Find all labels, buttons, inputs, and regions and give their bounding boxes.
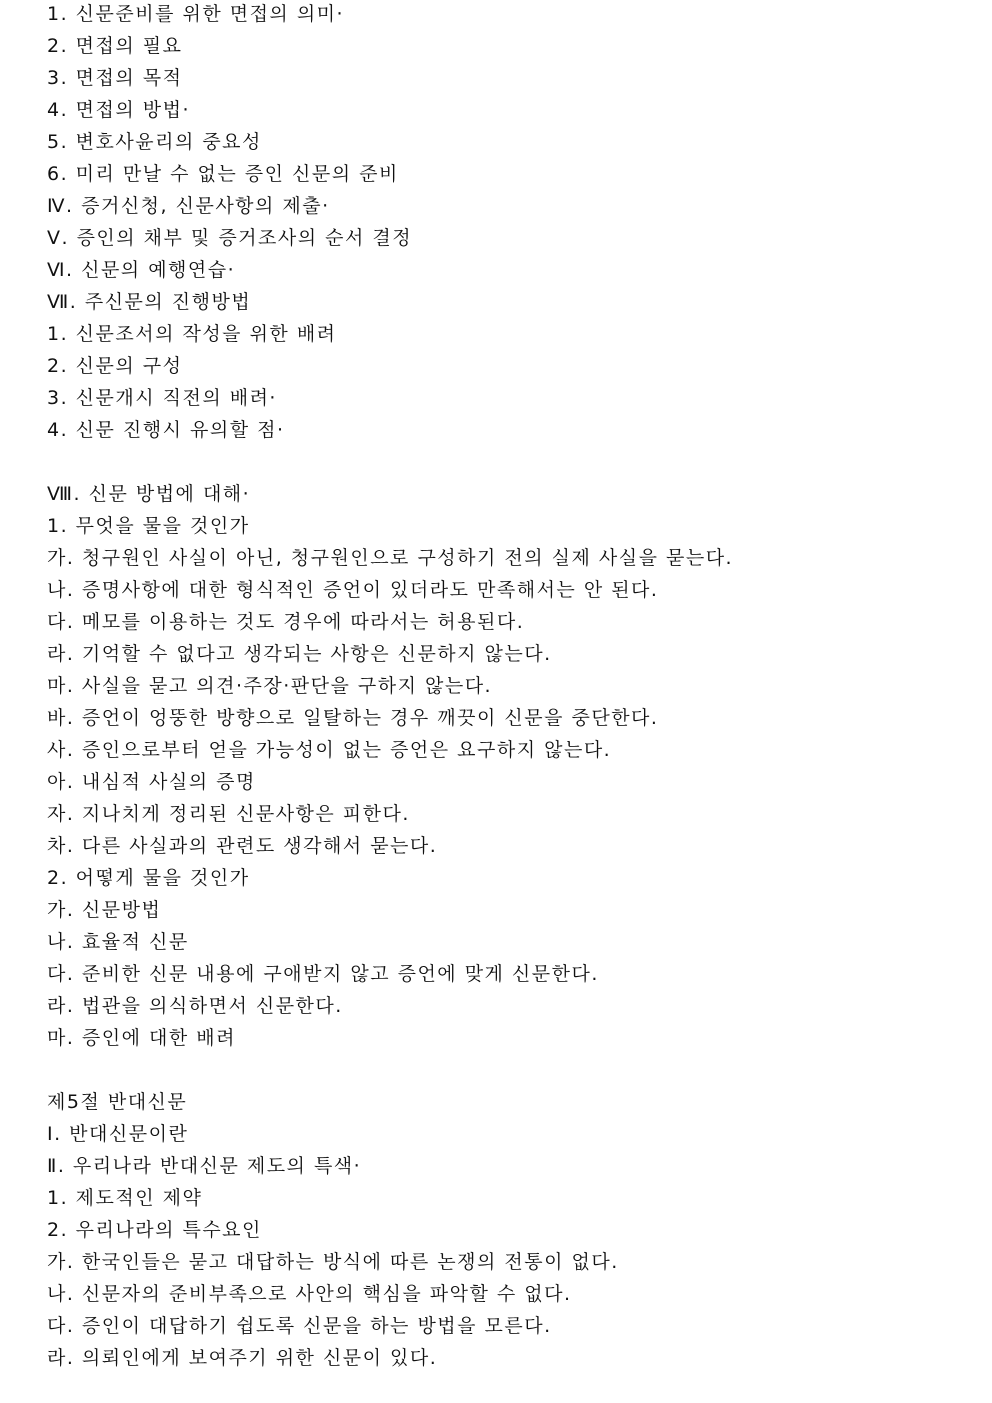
outline-line: 5. 변호사윤리의 중요성 — [47, 131, 262, 153]
outline-line: 라. 의뢰인에게 보여주기 위한 신문이 있다. — [47, 1347, 438, 1369]
outline-line: 1. 신문조서의 작성을 위한 배려 — [47, 323, 337, 345]
outline-line: 자. 지나치게 정리된 신문사항은 피한다. — [47, 803, 410, 825]
section-heading: Ⅶ. 주신문의 진행방법 — [47, 291, 252, 313]
section-heading: Ⅴ. 증인의 채부 및 증거조사의 순서 결정 — [47, 227, 413, 249]
outline-line: 라. 기억할 수 없다고 생각되는 사항은 신문하지 않는다. — [47, 643, 552, 665]
outline-line: 마. 사실을 묻고 의견·주장·판단을 구하지 않는다. — [47, 675, 493, 697]
outline-line: 가. 청구원인 사실이 아닌, 청구원인으로 구성하기 전의 실제 사실을 묻는다. — [47, 547, 734, 569]
outline-line: 1. 신문준비를 위한 면접의 의미· — [47, 3, 345, 25]
outline-line: 나. 신문자의 준비부족으로 사안의 핵심을 파악할 수 없다. — [47, 1283, 572, 1305]
outline-line: 다. 준비한 신문 내용에 구애받지 않고 증언에 맞게 신문한다. — [47, 963, 599, 985]
blank-line — [47, 448, 977, 480]
section-heading: Ⅰ. 반대신문이란 — [47, 1123, 189, 1145]
outline-line: 2. 우리나라의 특수요인 — [47, 1219, 262, 1241]
outline-line: 2. 신문의 구성 — [47, 355, 183, 377]
outline-line: 차. 다른 사실과의 관련도 생각해서 묻는다. — [47, 835, 438, 857]
outline-line: 나. 효율적 신문 — [47, 931, 189, 953]
outline-line: 다. 증인이 대답하기 쉽도록 신문을 하는 방법을 모른다. — [47, 1315, 552, 1337]
outline-line: 바. 증언이 엉뚱한 방향으로 일탈하는 경우 깨끗이 신문을 중단한다. — [47, 707, 659, 729]
outline-text — [47, 0, 977, 1376]
outline-line: 아. 내심적 사실의 증명 — [47, 771, 256, 793]
outline-line: 가. 한국인들은 묻고 대답하는 방식에 따른 논쟁의 전통이 없다. — [47, 1251, 619, 1273]
blank-line — [47, 1056, 977, 1088]
outline-line: 2. 어떻게 물을 것인가 — [47, 867, 250, 889]
outline-line: 4. 면접의 방법· — [47, 99, 191, 121]
outline-line: 나. 증명사항에 대한 형식적인 증언이 있더라도 만족해서는 안 된다. — [47, 579, 659, 601]
section-heading: Ⅱ. 우리나라 반대신문 제도의 특색· — [47, 1155, 362, 1177]
outline-line: 마. 증인에 대한 배려 — [47, 1027, 236, 1049]
outline-line: 가. 신문방법 — [47, 899, 162, 921]
section-heading: Ⅳ. 증거신청, 신문사항의 제출· — [47, 195, 330, 217]
outline-line: 1. 무엇을 물을 것인가 — [47, 515, 250, 537]
outline-line: 2. 면접의 필요 — [47, 35, 183, 57]
outline-line: 1. 제도적인 제약 — [47, 1187, 203, 1209]
outline-line: 3. 면접의 목적 — [47, 67, 183, 89]
section-heading: Ⅷ. 신문 방법에 대해· — [47, 483, 251, 505]
outline-line: 3. 신문개시 직전의 배려· — [47, 387, 277, 409]
outline-line: 다. 메모를 이용하는 것도 경우에 따라서는 허용된다. — [47, 611, 525, 633]
chapter-heading: 제5절 반대신문 — [47, 1091, 188, 1113]
outline-line: 6. 미리 만날 수 없는 증인 신문의 준비 — [47, 163, 399, 185]
section-heading: Ⅵ. 신문의 예행연습· — [47, 259, 236, 281]
outline-line: 사. 증인으로부터 얻을 가능성이 없는 증언은 요구하지 않는다. — [47, 739, 612, 761]
outline-line: 4. 신문 진행시 유의할 점· — [47, 419, 285, 441]
outline-line: 라. 법관을 의식하면서 신문한다. — [47, 995, 343, 1017]
document-page — [47, 0, 977, 1376]
